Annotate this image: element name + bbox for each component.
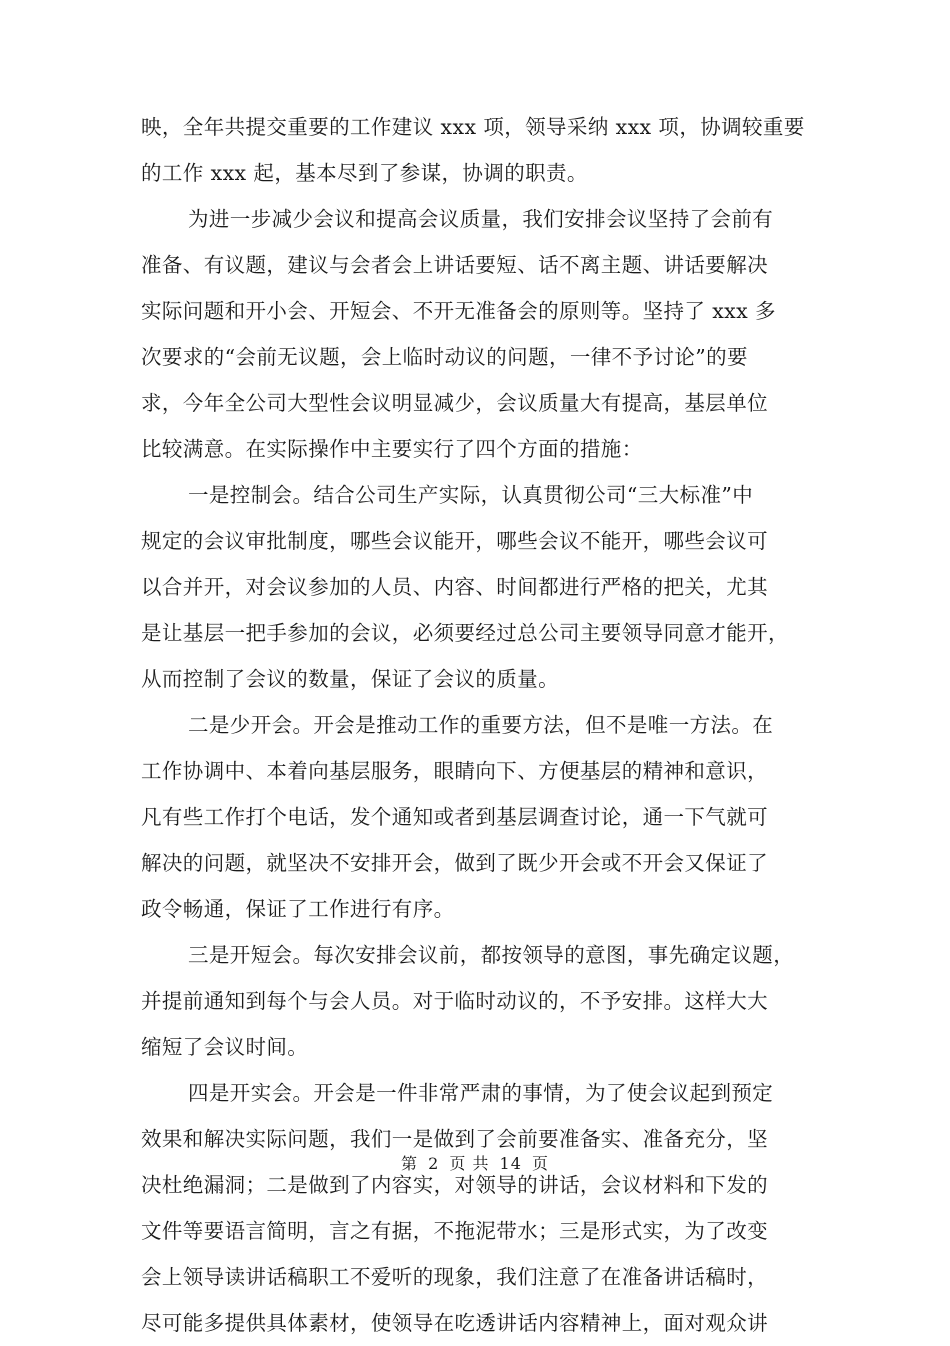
paragraph-2 [141, 196, 811, 472]
text-line: 凡有些工作打个电话，发个通知或者到基层调查讨论，通一下气就可 [141, 805, 768, 829]
text-line: 并提前通知到每个与会人员。对于临时动议的，不予安排。这样大大 [141, 989, 768, 1013]
text-line: 三是开短会。每次安排会议前，都按领导的意图，事先确定议题， [188, 943, 795, 967]
text-line: 从而控制了会议的数量，保证了会议的质量。 [141, 667, 559, 691]
total-pages-number: 14 [499, 1154, 522, 1173]
text-line: 求，今年全公司大型性会议明显减少，会议质量大有提高，基层单位 [141, 391, 768, 415]
text-line: 会上领导读讲话稿职工不爱听的现象，我们注意了在准备讲话稿时， [141, 1265, 768, 1289]
paragraph-5 [141, 932, 811, 1070]
text-line: 决杜绝漏洞；二是做到了内容实，对领导的讲话，会议材料和下发的 [141, 1173, 768, 1197]
text-line: 工作协调中、本着向基层服务，眼睛向下、方便基层的精神和意识， [141, 759, 768, 783]
text-line: 准备、有议题，建议与会者会上讲话要短、话不离主题、讲话要解决 [141, 253, 768, 277]
text-line: 缩短了会议时间。 [141, 1035, 309, 1059]
text-line: 规定的会议审批制度，哪些会议能开，哪些会议不能开，哪些会议可 [141, 529, 768, 553]
footer-prefix: 第 [400, 1154, 418, 1173]
footer-middle: 页 共 [449, 1154, 490, 1173]
text-line: 为进一步减少会议和提高会议质量，我们安排会议坚持了会前有 [188, 207, 774, 231]
text-line: 比较满意。在实际操作中主要实行了四个方面的措施： [141, 437, 643, 461]
current-page-number: 2 [428, 1154, 440, 1173]
paragraph-3 [141, 472, 811, 702]
text-line: 文件等要语言简明，言之有据，不拖泥带水；三是形式实，为了改变 [141, 1219, 768, 1243]
text-line: 映，全年共提交重要的工作建议 xxx 项，领导采纳 xxx 项，协调较重要 [141, 115, 805, 139]
text-line: 实际问题和开小会、开短会、不开无准备会的原则等。坚持了 xxx 多 [141, 299, 776, 323]
text-line: 二是少开会。开会是推动工作的重要方法，但不是唯一方法。在 [188, 713, 774, 737]
text-line: 一是控制会。结合公司生产实际，认真贯彻公司“三大标准”中 [188, 483, 754, 507]
text-line: 四是开实会。开会是一件非常严肃的事情，为了使会议起到预定 [188, 1081, 774, 1105]
text-line: 次要求的“会前无议题，会上临时动议的问题，一律不予讨论”的要 [141, 345, 748, 369]
text-line: 政令畅通，保证了工作进行有序。 [141, 897, 455, 921]
text-line: 是让基层一把手参加的会议，必须要经过总公司主要领导同意才能开， [141, 621, 789, 645]
text-line: 以合并开，对会议参加的人员、内容、时间都进行严格的把关，尤其 [141, 575, 768, 599]
footer-suffix: 页 [532, 1154, 550, 1173]
page-footer [0, 1152, 950, 1176]
paragraph-1 [141, 104, 811, 196]
text-line: 解决的问题，就坚决不安排开会，做到了既少开会或不开会又保证了 [141, 851, 768, 875]
paragraph-6 [141, 1070, 811, 1346]
paragraph-4 [141, 702, 811, 932]
text-line: 尽可能多提供具体素材，使领导在吃透讲话内容精神上，面对观众讲 [141, 1311, 768, 1335]
text-line: 的工作 xxx 起，基本尽到了参谋，协调的职责。 [141, 161, 588, 185]
text-line: 效果和解决实际问题，我们一是做到了会前要准备实、准备充分，坚 [141, 1127, 768, 1151]
